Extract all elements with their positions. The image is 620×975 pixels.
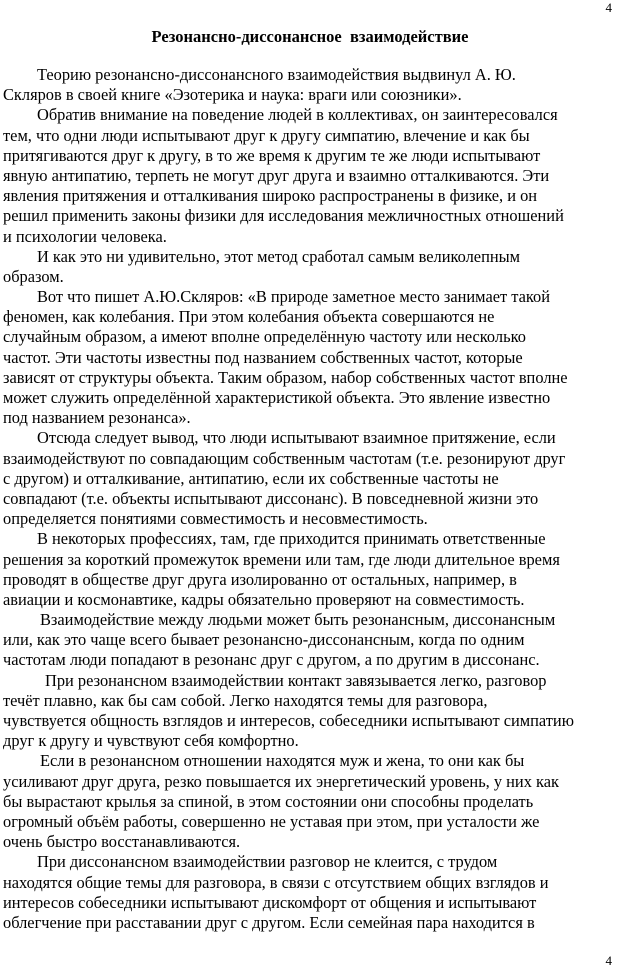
text-line: или, как это чаще всего бывает резонансно-диссонансным, когда по одним <box>3 630 525 650</box>
text-line: течёт плавно, как бы сам собой. Легко находятся темы для разговора, <box>3 690 488 710</box>
text-line: явную антипатию, терпеть не могут друг друга и взаимно отталкиваются. Эти <box>3 165 550 185</box>
text-line: облегчение при расставании друг с другом. Если семейная пара находится в <box>3 912 535 932</box>
text-line: с другом) и отталкивание, антипатию, если их собственные частоты не <box>3 468 499 488</box>
text-line: случайным образом, а имеют вполне определённую частоту или несколько <box>3 327 526 347</box>
text-line: И как это ни удивительно, этот метод сработал самым великолепным <box>37 246 521 266</box>
text-line: В некоторых профессиях, там, где приходится принимать ответственные <box>37 529 546 549</box>
text-line: При резонансном взаимодействии контакт завязывается легко, разговор <box>45 670 547 690</box>
text-line: огромный объём работы, совершенно не уставая при этом, при усталости же <box>3 811 540 831</box>
text-line: может служить определённой характеристикой объекта. Это явление известно <box>3 388 551 407</box>
text-line: друг к другу и чувствуют себя комфортно. <box>3 731 299 751</box>
text-line: интересов собеседники испытывают дискомфорт от общения и испытывают <box>3 892 537 912</box>
text-line: совпадают (т.е. объекты испытывают диссонанс). В повседневной жизни это <box>3 488 539 508</box>
text-line: и психологии человека. <box>3 226 167 246</box>
text-line: под названием резонанса». <box>3 408 191 428</box>
document-body <box>3 65 617 933</box>
text-line: феномен, как колебания. При этом колебания объекта совершаются не <box>3 307 495 327</box>
page-title: Резонансно-диссонансное взаимодействие <box>151 27 469 46</box>
text-line: При диссонансном взаимодействии разговор не клеится, с трудом <box>37 852 498 872</box>
text-line: Обратив внимание на поведение людей в коллективах, он заинтересовался <box>37 105 558 125</box>
text-line: определяется понятиями совместимость и несовместимость. <box>3 509 428 529</box>
text-line: решения за короткий промежуток времени или там, где люди длительное время <box>3 549 560 569</box>
text-line: решил применить законы физики для исследования межличностных отношений <box>3 206 564 226</box>
text-line: частот. Эти частоты известны под названием собственных частот, которые <box>3 347 523 367</box>
text-line: находятся общие темы для разговора, в связи с отсутствием общих взглядов и <box>3 872 549 892</box>
text-line: притягиваются друг к другу, в то же время к другим те же люди испытывают <box>3 145 541 165</box>
page-number-bottom: 4 <box>605 953 612 968</box>
text-line: явления притяжения и отталкивания широко распространены в физике, и он <box>3 186 538 206</box>
text-line: образом. <box>3 266 64 286</box>
text-line: Скляров в своей книге «Эзотерика и наука: враги или союзники». <box>3 85 462 105</box>
text-line: чувствуется общность взглядов и интересов, собеседники испытывают симпатию <box>3 711 574 730</box>
text-line: авиации и космонавтике, кадры обязательно проверяют на совместимость. <box>3 589 525 609</box>
text-line: Вот что пишет А.Ю.Скляров: «В природе заметное место занимает такой <box>37 287 550 307</box>
text-line: Если в резонансном отношении находятся муж и жена, то они как бы <box>40 751 525 771</box>
text-line: зависят от структуры объекта. Таким образом, набор собственных частот вполне <box>3 367 568 387</box>
text-line: проводят в обществе друг друга изолированно от остальных, например, в <box>3 569 517 589</box>
page-number-top: 4 <box>605 0 612 15</box>
text-line: очень быстро восстанавливаются. <box>3 832 241 852</box>
text-line: частотам люди попадают в резонанс друг с другом, а по другим в диссонанс. <box>3 650 540 670</box>
text-line: тем, что одни люди испытывают друг к другу симпатию, влечение и как бы <box>3 125 530 145</box>
text-line: бы вырастают крылья за спиной, в этом состоянии они способны проделать <box>3 791 534 811</box>
text-line: усиливают друг друга, резко повышается их энергетический уровень, у них как <box>3 771 559 791</box>
text-line: Взаимодействие между людьми может быть резонансным, диссонансным <box>40 610 556 630</box>
text-line: Отсюда следует вывод, что люди испытывают взаимное притяжение, если <box>37 428 556 448</box>
text-line: взаимодействуют по совпадающим собственным частотам (т.е. резонируют друг <box>3 448 566 468</box>
text-line: Теорию резонансно-диссонансного взаимодействия выдвинул А. Ю. <box>37 65 516 84</box>
